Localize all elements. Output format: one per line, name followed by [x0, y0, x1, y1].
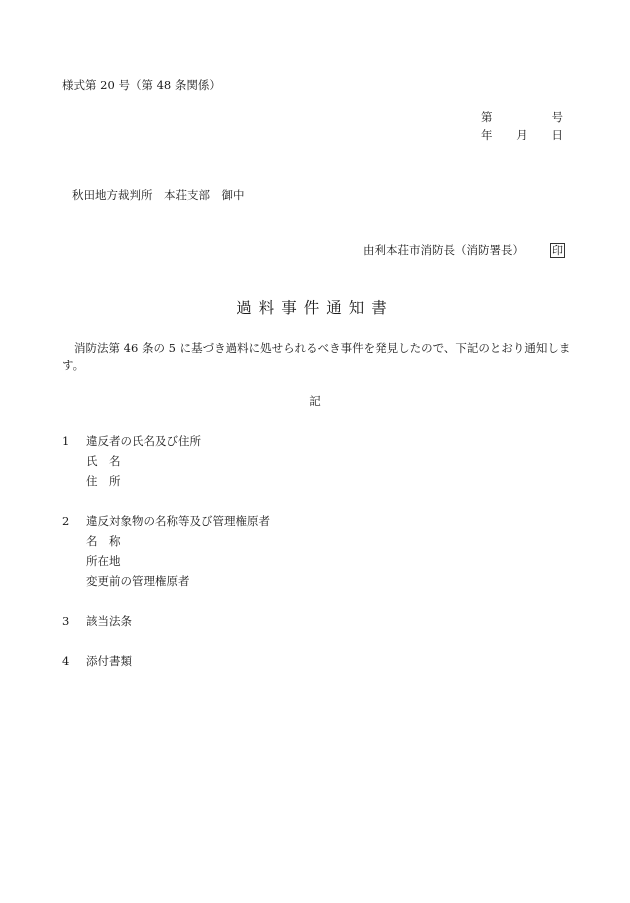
item-sub-label: 名 称 [86, 534, 121, 548]
date-line [481, 129, 563, 143]
body-paragraph: 消防法第 46 条の 5 に基づき過料に処せられるべき事件を発見したので、下記のとおり通知します。 [62, 341, 571, 372]
item-label: 該当法条 [86, 614, 132, 628]
form-number-label: 様式第 20 号（第 48 条関係） [62, 78, 221, 92]
item-number: 4 [62, 654, 70, 668]
item-label: 違反者の氏名及び住所 [86, 434, 201, 448]
date-year: 年 [481, 128, 493, 142]
date-month: 月 [516, 128, 528, 142]
sender-name: 由利本荘市消防長（消防署長） [363, 242, 524, 257]
item-sub-label: 住 所 [86, 474, 121, 488]
ki-heading: 記 [309, 394, 321, 408]
item-sub-label: 氏 名 [86, 454, 121, 468]
date-day: 日 [551, 128, 563, 142]
item-number: 2 [62, 514, 70, 528]
document-title: 過料事件通知書 [236, 299, 394, 317]
item-label: 違反対象物の名称等及び管理権原者 [86, 514, 270, 528]
number-suffix: 号 [551, 110, 563, 124]
number-prefix: 第 [481, 110, 493, 124]
seal-mark: 印 [552, 244, 563, 257]
item-sub-label: 変更前の管理権原者 [86, 574, 190, 588]
addressee: 秋田地方裁判所 本荘支部 御中 [72, 188, 245, 202]
sender-block [363, 243, 565, 258]
item-number: 1 [62, 434, 70, 448]
item-label: 添付書類 [86, 654, 132, 668]
item-number: 3 [62, 614, 70, 628]
document-number-line [481, 111, 563, 125]
item-sub-label: 所在地 [86, 554, 121, 568]
